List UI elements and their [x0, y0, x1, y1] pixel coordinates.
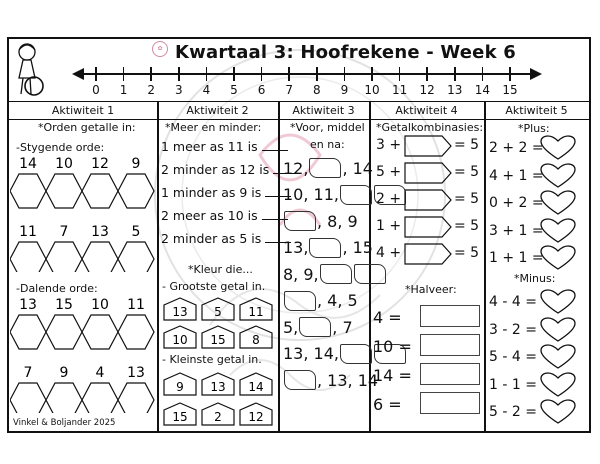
pentagon-number: 14: [248, 380, 264, 394]
a5-plus-heading: *Plus:: [518, 122, 550, 135]
a4-right: = 5: [454, 218, 480, 234]
a1-asc-label: -Stygende orde:: [16, 141, 105, 154]
hexagon-cell[interactable]: [82, 383, 118, 413]
sum-text: 4 + 1 =: [489, 167, 544, 184]
column-header: Aktiwiteit 3: [278, 101, 369, 120]
number-line-label: 13: [447, 83, 463, 97]
number-line-tick: [123, 67, 125, 81]
number-line-label: 5: [230, 83, 238, 97]
flag-answer-box[interactable]: [354, 264, 386, 284]
a3-after: , 13, 14: [317, 370, 379, 390]
a1-desc-label: -Dalende orde:: [16, 282, 98, 295]
a3-row: [283, 264, 386, 284]
a2-item: [161, 208, 288, 223]
hexagon-number: 7: [59, 224, 69, 240]
a2-item: [161, 231, 291, 246]
a2-item-text: 1 meer as 11 is: [161, 139, 258, 154]
a3-row: [283, 317, 353, 337]
a2-kleur-heading: *Kleur die...: [188, 263, 253, 276]
hexagon-cell[interactable]: [118, 383, 154, 413]
pentagon-number: 8: [252, 333, 260, 347]
flag-answer-box[interactable]: [284, 370, 316, 390]
number-line-label: 1: [119, 83, 128, 97]
a4-left: 1 +: [376, 218, 402, 234]
hexagon-number: 7: [23, 365, 33, 381]
a2-smallest-label: - Kleinste getal in.: [162, 353, 262, 366]
a1-asc-hexagons: [10, 154, 156, 272]
halveer-label: 14 =: [373, 366, 412, 385]
heart-answer-icon[interactable]: [540, 372, 576, 398]
a4-right: = 5: [454, 245, 480, 261]
hexagon-number: 5: [131, 224, 141, 240]
hexagon-cell[interactable]: [82, 242, 118, 272]
arrow-answer-box[interactable]: [404, 189, 452, 211]
flag-answer-box[interactable]: [284, 211, 316, 231]
a3-row: [283, 291, 358, 311]
hexagon-number: 10: [91, 297, 109, 313]
number-line-label: 12: [419, 83, 435, 97]
hexagon-number: 11: [127, 297, 145, 313]
number-line-label: 6: [257, 83, 266, 97]
halveer-label: 6 =: [373, 395, 402, 414]
a3-before: 8, 9,: [283, 264, 319, 284]
hexagon-cell[interactable]: [10, 315, 46, 349]
sum-text: 3 + 1 =: [489, 222, 544, 239]
number-line-label: 10: [364, 83, 380, 97]
number-line-label: 8: [312, 83, 321, 97]
number-line-tick: [426, 67, 428, 81]
flag-answer-box[interactable]: [299, 317, 331, 337]
hexagon-cell[interactable]: [82, 315, 118, 349]
a3-row: [283, 158, 373, 178]
flag-answer-box[interactable]: [320, 264, 352, 284]
a3-row: [283, 211, 358, 231]
number-line-tick: [178, 67, 180, 81]
number-line-tick: [509, 67, 511, 81]
number-line-label: 14: [474, 83, 491, 97]
heart-answer-icon[interactable]: [540, 289, 576, 315]
hexagon-number: 13: [91, 224, 109, 240]
pentagon-number: 9: [176, 380, 184, 394]
column-header: Aktiwiteit 2: [157, 101, 278, 120]
hexagon-cell[interactable]: [118, 174, 154, 208]
hexagon-cell[interactable]: [118, 242, 154, 272]
hexagon-cell[interactable]: [10, 242, 46, 272]
arrow-answer-box[interactable]: [404, 243, 452, 265]
sum-text: 2 + 2 =: [489, 140, 544, 156]
heart-answer-icon[interactable]: [540, 317, 576, 343]
flag-answer-box[interactable]: [284, 291, 316, 311]
number-line-tick: [371, 67, 373, 81]
a4-right: = 5: [454, 164, 480, 180]
pentagon-number: 5: [214, 305, 222, 319]
hexagon-number: 13: [127, 365, 145, 381]
pentagon-number: 15: [210, 333, 226, 347]
flag-answer-box[interactable]: [309, 158, 341, 178]
column-divider: [484, 101, 486, 431]
flag-answer-box[interactable]: [340, 185, 372, 205]
a2-item: [161, 185, 291, 200]
hexagon-cell[interactable]: [118, 315, 154, 349]
a4-left: 3 +: [376, 137, 402, 153]
hexagon-cell[interactable]: [46, 174, 82, 208]
hexagon-cell[interactable]: [10, 174, 46, 208]
hexagon-cell[interactable]: [46, 383, 82, 413]
heart-answer-icon[interactable]: [540, 344, 576, 370]
a2-item-text: 2 meer as 10 is: [161, 208, 258, 223]
a4-left: 4 +: [376, 245, 402, 261]
heart-answer-icon[interactable]: [540, 135, 576, 161]
a3-heading-2: en na:: [310, 138, 345, 151]
number-line-tick: [316, 67, 318, 81]
hexagon-cell[interactable]: [46, 315, 82, 349]
heart-answer-icon[interactable]: [540, 399, 576, 425]
a2-item: [161, 139, 288, 154]
flag-answer-box[interactable]: [309, 238, 341, 258]
number-line-label: 0: [92, 83, 100, 97]
pentagon-number: 15: [172, 410, 188, 424]
a4-halveer-heading: *Halveer:: [405, 283, 457, 296]
a3-after: , 8, 9: [317, 211, 358, 231]
hexagon-number: 12: [91, 156, 109, 172]
a3-after: , 15: [342, 238, 373, 257]
hexagon-number: 11: [19, 224, 37, 240]
hexagon-number: 4: [95, 365, 105, 381]
a3-row: [283, 370, 378, 390]
number-line-arrow: [72, 64, 542, 84]
a4-right: = 5: [454, 191, 480, 207]
heart-answer-icon[interactable]: [540, 163, 576, 189]
a5-minus-heading: *Minus:: [514, 272, 556, 285]
answer-line[interactable]: [262, 149, 288, 151]
arrow-answer-box[interactable]: [404, 216, 452, 238]
number-line-label: 9: [340, 83, 349, 97]
halveer-label: 4 =: [373, 308, 402, 327]
a3-after: , 7: [332, 317, 353, 337]
mascot-girl-icon: [14, 42, 44, 100]
number-line-label: 4: [202, 83, 211, 97]
a4-left: 5 +: [376, 164, 402, 180]
heart-answer-icon[interactable]: [540, 245, 576, 271]
number-line-tick: [344, 67, 346, 81]
a3-after: , 4, 5: [317, 291, 358, 310]
pentagon-number: 13: [210, 380, 226, 394]
number-line-tick: [233, 67, 235, 81]
a2-item-text: 1 minder as 9 is: [161, 185, 262, 200]
a2-item-text: 2 minder as 12 is: [161, 162, 270, 177]
a3-before: 13, 14,: [283, 344, 339, 363]
hexagon-number: 9: [131, 156, 141, 172]
number-line-label: 11: [391, 83, 408, 97]
column-header: Aktiwiteit 4: [369, 101, 484, 120]
a4-left: 2 +: [376, 191, 402, 207]
number-line-tick: [150, 67, 152, 81]
sum-text: 1 + 1 =: [489, 250, 544, 266]
number-line-tick: [95, 67, 97, 81]
sum-text: 5 - 2 =: [489, 404, 537, 420]
pentagon-number: 11: [248, 305, 264, 319]
pentagon-number: 12: [248, 410, 264, 424]
number-line-tick: [454, 67, 456, 81]
sum-text: 0 + 2 =: [489, 195, 544, 211]
sum-text: 3 - 2 =: [489, 321, 537, 338]
a4-heading: *Getalkombinasies:: [376, 121, 484, 134]
a2-item: [161, 162, 299, 177]
hexagon-cell[interactable]: [10, 383, 46, 413]
pentagon-number: 2: [214, 410, 222, 424]
halveer-label: 10 =: [373, 337, 412, 356]
pentagon-number: 13: [172, 305, 188, 319]
number-line-label: 15: [502, 83, 518, 97]
hexagon-cell[interactable]: [82, 174, 118, 208]
page-title: Kwartaal 3: Hoofrekene - Week 6: [175, 42, 516, 63]
hexagon-number: 14: [19, 156, 37, 172]
a2-largest-label: - Grootste getal in.: [162, 280, 266, 293]
number-line-tick: [288, 67, 290, 81]
a3-before: 5,: [283, 317, 299, 337]
hexagon-number: 15: [55, 297, 73, 313]
halveer-answer-box[interactable]: [420, 363, 480, 385]
a1-desc-hexagons: [10, 295, 156, 413]
number-line-label: 2: [147, 83, 155, 97]
arrow-answer-box[interactable]: [404, 162, 452, 184]
column-header: Aktiwiteit 1: [9, 101, 157, 120]
number-line-tick: [206, 67, 208, 81]
a3-after: , 14: [342, 158, 373, 178]
pentagon-number: 10: [172, 333, 188, 347]
a3-before: 13,: [283, 238, 309, 257]
column-header: Aktiwiteit 5: [484, 101, 589, 120]
a3-before: 10, 11,: [283, 185, 339, 204]
halveer-answer-box[interactable]: [420, 334, 480, 356]
sum-text: 1 - 1 =: [489, 376, 537, 393]
heart-answer-icon[interactable]: [540, 218, 576, 244]
number-line-tick: [261, 67, 263, 81]
number-line-label: 7: [285, 83, 293, 97]
a3-before: 12,: [283, 158, 309, 178]
a4-right: = 5: [454, 137, 480, 153]
brand-logo-icon: ✿: [152, 41, 168, 57]
halveer-answer-box[interactable]: [420, 392, 480, 414]
a3-row: [283, 238, 373, 258]
heart-answer-icon[interactable]: [540, 190, 576, 216]
hexagon-cell[interactable]: [46, 242, 82, 272]
a2-item-text: 2 minder as 5 is: [161, 231, 262, 246]
hexagon-number: 9: [59, 365, 69, 381]
sum-text: 5 - 4 =: [489, 349, 537, 365]
flag-answer-box[interactable]: [340, 344, 372, 364]
hexagon-number: 13: [19, 297, 37, 313]
a2-heading: *Meer en minder:: [165, 121, 262, 134]
number-line-tick: [482, 67, 484, 81]
a2-smallest-pentagons[interactable]: [158, 371, 278, 429]
sum-text: 4 - 4 =: [489, 294, 537, 310]
a2-largest-pentagons[interactable]: [158, 296, 278, 351]
halveer-answer-box[interactable]: [420, 305, 480, 327]
a3-heading: *Voor, middel: [290, 121, 365, 134]
hexagon-number: 10: [55, 156, 73, 172]
arrow-answer-box[interactable]: [404, 135, 452, 157]
number-line-label: 3: [174, 83, 183, 97]
number-line-tick: [399, 67, 401, 81]
a1-heading: *Orden getalle in:: [38, 121, 136, 134]
credit-text: Vinkel & Boljander 2025: [13, 418, 116, 428]
